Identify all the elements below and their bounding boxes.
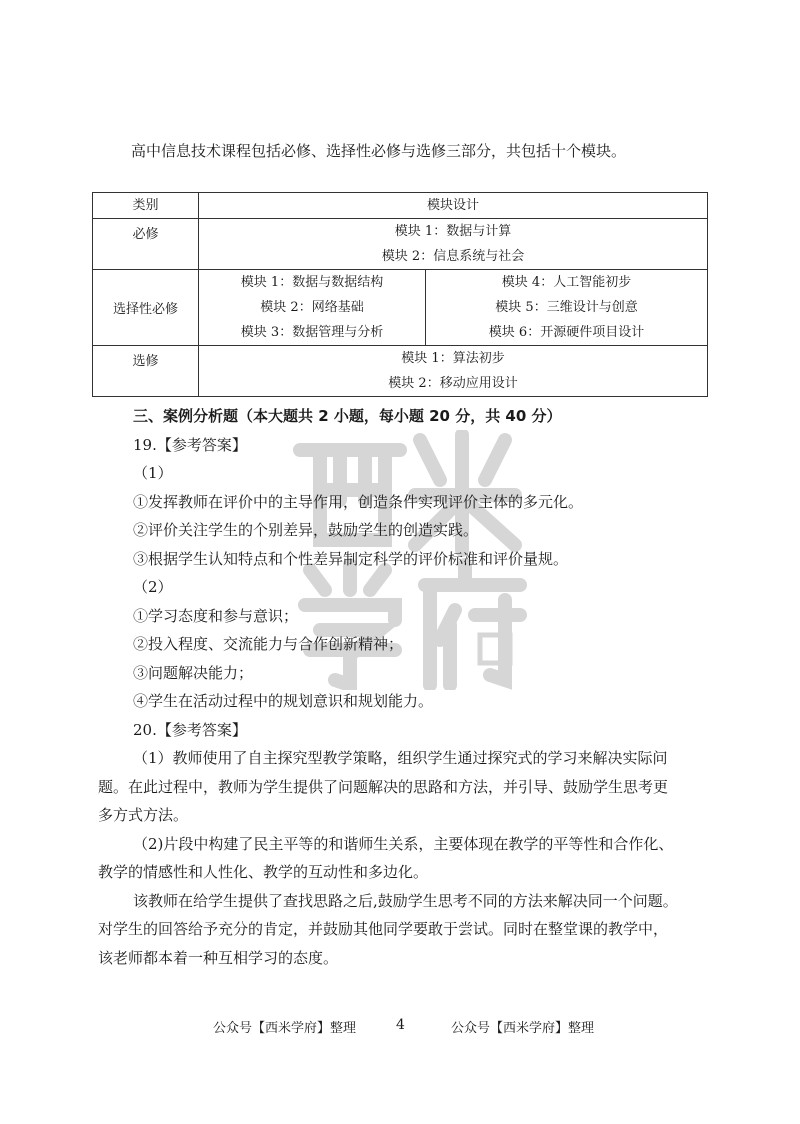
answer-line: 题。在此过程中，教师为学生提供了问题解决的思路和方法，并引导、鼓励学生思考更 bbox=[98, 777, 669, 796]
table-cell: 模块 2：移动应用设计 bbox=[388, 376, 518, 391]
footer-left: 公众号【西米学府】整理 bbox=[213, 1021, 357, 1036]
answer-line: 该教师在给学生提供了查找思路之后,鼓励学生思考不同的方法来解决同一个问题。 bbox=[133, 891, 678, 910]
q19-part1-label: （1） bbox=[133, 464, 173, 482]
footer-right: 公众号【西米学府】整理 bbox=[451, 1021, 595, 1036]
answer-line: ③问题解决能力； bbox=[133, 663, 254, 682]
page-number: 4 bbox=[396, 1017, 405, 1033]
answer-line: 多方式方法。 bbox=[98, 806, 189, 824]
answer-line: ④学生在活动过程中的规划意识和规划能力。 bbox=[133, 692, 434, 710]
answer-line: ①学习态度和参与意识； bbox=[133, 606, 299, 625]
table-row-optional bbox=[93, 346, 708, 397]
table-cell: 模块 2：信息系统与社会 bbox=[381, 249, 525, 264]
section-title: 三、案例分析题（本大题共 2 小题，每小题 20 分，共 40 分） bbox=[133, 407, 562, 425]
q20-title: 20.【参考答案】 bbox=[133, 720, 247, 739]
answer-line: 该老师都本着一种互相学习的态度。 bbox=[98, 948, 339, 967]
answer-line: ②投入程度、交流能力与合作创新精神； bbox=[133, 635, 404, 653]
header-module-design: 模块设计 bbox=[199, 193, 708, 219]
module-table bbox=[92, 192, 708, 397]
answers-section bbox=[98, 402, 718, 972]
category-optional: 选修 bbox=[93, 346, 199, 397]
intro-paragraph: 高中信息技术课程包括必修、选择性必修与选修三部分，共包括十个模块。 bbox=[131, 142, 627, 160]
category-required: 必修 bbox=[93, 219, 199, 270]
answer-line: （1）教师使用了自主探究型教学策略，组织学生通过探究式的学习来解决实际问 bbox=[133, 749, 668, 767]
table-cell: 模块 1：数据与数据结构 bbox=[240, 275, 384, 290]
table-cell: 模块 2：网络基础 bbox=[260, 300, 364, 315]
table-cell: 模块 5：三维设计与创意 bbox=[495, 300, 638, 315]
q19-title: 19.【参考答案】 bbox=[133, 435, 247, 454]
header-category: 类别 bbox=[93, 193, 199, 219]
answer-line: ①发挥教师在评价中的主导作用，创造条件实现评价主体的多元化。 bbox=[133, 492, 584, 511]
table-row-elective-required bbox=[93, 270, 708, 346]
table-cell: 模块 1：数据与计算 bbox=[394, 224, 512, 239]
answer-line: ②评价关注学生的个别差异，鼓励学生的创造实践。 bbox=[133, 521, 479, 539]
table-row-required bbox=[93, 219, 708, 270]
q19-part2-label: （2） bbox=[133, 578, 173, 596]
answer-line: ③根据学生认知特点和个性差异制定科学的评价标准和评价量规。 bbox=[133, 549, 569, 568]
table-cell: 模块 1：算法初步 bbox=[401, 351, 505, 366]
table-cell: 模块 3：数据管理与分析 bbox=[240, 325, 384, 340]
table-cell: 模块 4：人工智能初步 bbox=[501, 275, 632, 290]
category-elective-required: 选择性必修 bbox=[93, 270, 199, 346]
answer-line: 教学的情感性和人性化、教学的互动性和多边化。 bbox=[98, 863, 429, 881]
table-cell: 模块 6：开源硬件项目设计 bbox=[488, 325, 645, 340]
answer-line: 对学生的回答给予充分的肯定，并鼓励其他同学要敢于尝试。同时在整堂课的教学中， bbox=[98, 920, 669, 938]
table-header-row bbox=[93, 193, 708, 219]
answer-line: （2)片段中构建了民主平等的和谐师生关系，主要体现在教学的平等性和合作化、 bbox=[133, 834, 674, 853]
